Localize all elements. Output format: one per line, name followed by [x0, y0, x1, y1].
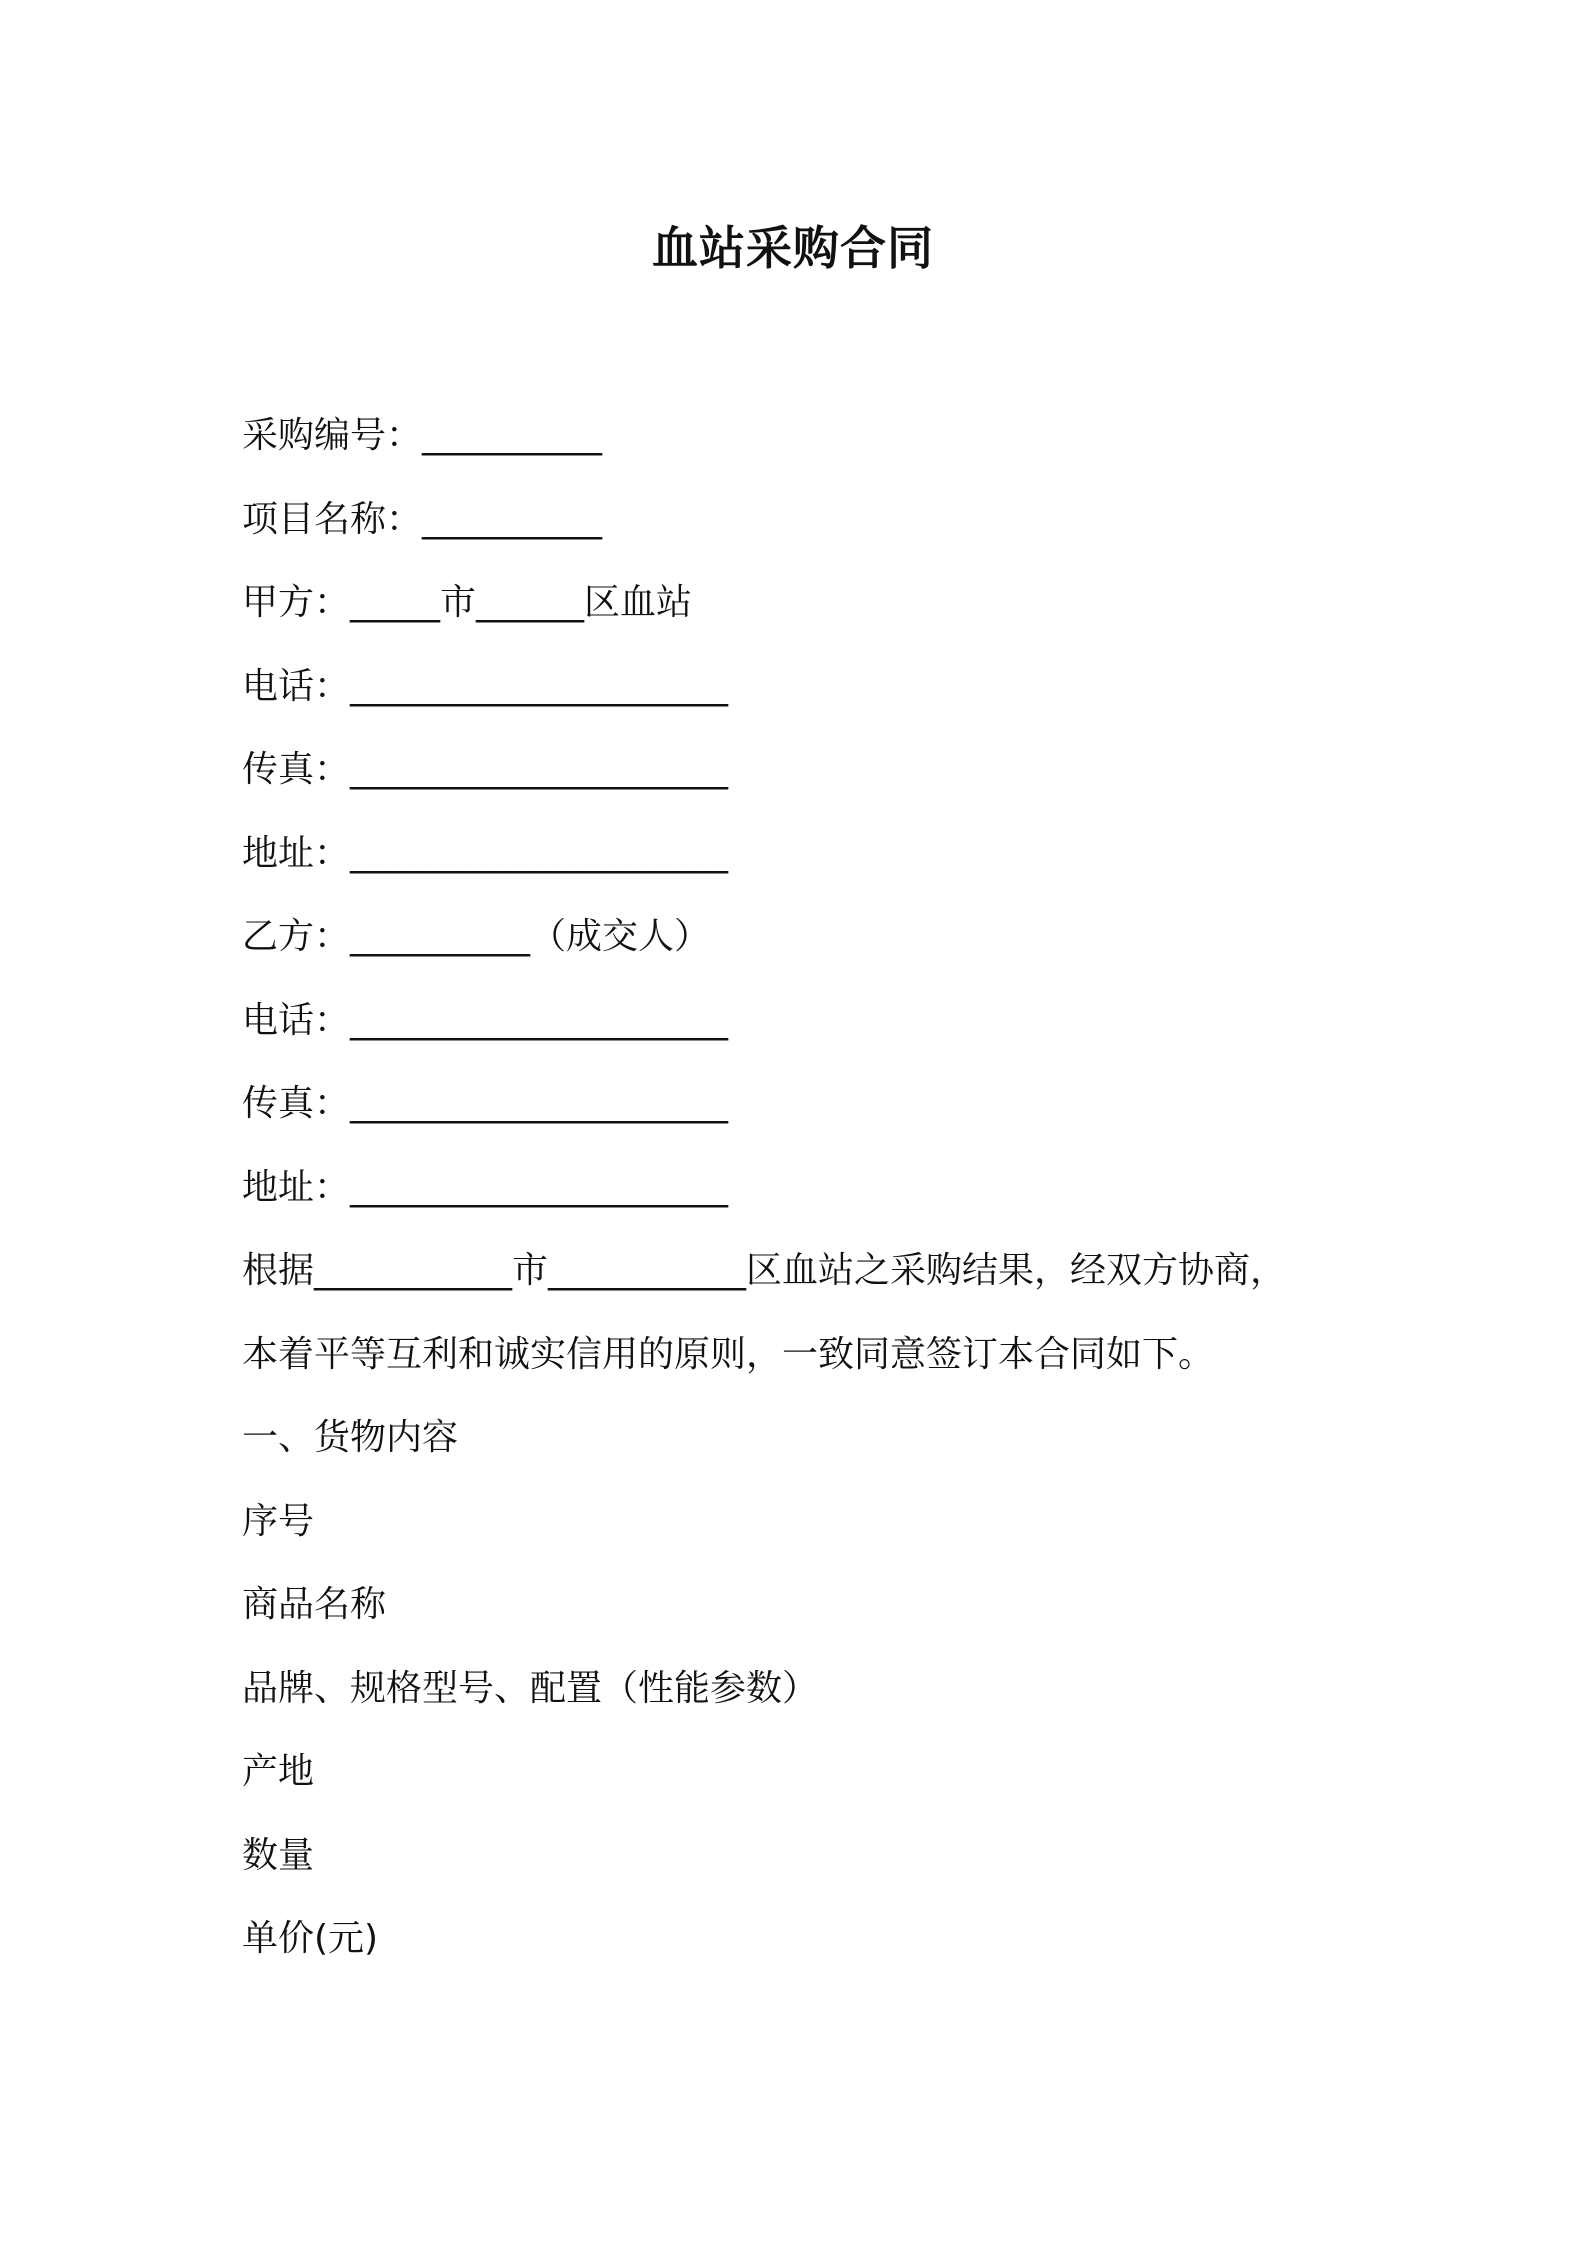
field-party-a-phone: 电话：_____________________ [242, 665, 729, 707]
document-title: 血站采购合同 [652, 221, 934, 275]
goods-item-product-name: 商品名称 [242, 1584, 387, 1625]
field-party-b-address: 地址：_____________________ [242, 1166, 729, 1208]
field-party-a-fax: 传真：_____________________ [242, 749, 729, 790]
goods-item-quantity: 数量 [242, 1834, 315, 1876]
section-heading-goods: 一、货物内容 [242, 1417, 459, 1458]
field-procurement-number: 采购编号：__________ [242, 415, 603, 456]
goods-item-origin: 产地 [242, 1751, 315, 1792]
document-body [242, 408, 1402, 1995]
goods-item-brand-spec: 品牌、规格型号、配置（性能参数） [242, 1667, 819, 1709]
field-party-a: 甲方：_____市______区血站 [242, 582, 693, 623]
preamble-line-1: 根据___________市___________区血站之采购结果，经双方协商， [242, 1250, 1287, 1291]
preamble-line-2: 本着平等互利和诚实信用的原则，一致同意签订本合同如下。 [242, 1333, 1215, 1375]
goods-item-serial: 序号 [242, 1500, 315, 1542]
field-party-b-phone: 电话：_____________________ [242, 999, 729, 1041]
field-party-a-address: 地址：_____________________ [242, 832, 729, 874]
field-party-b: 乙方：__________（成交人） [242, 916, 711, 957]
field-party-b-fax: 传真：_____________________ [242, 1083, 729, 1124]
goods-item-unit-price: 单价(元) [242, 1918, 379, 1959]
field-project-name: 项目名称：__________ [242, 498, 603, 540]
